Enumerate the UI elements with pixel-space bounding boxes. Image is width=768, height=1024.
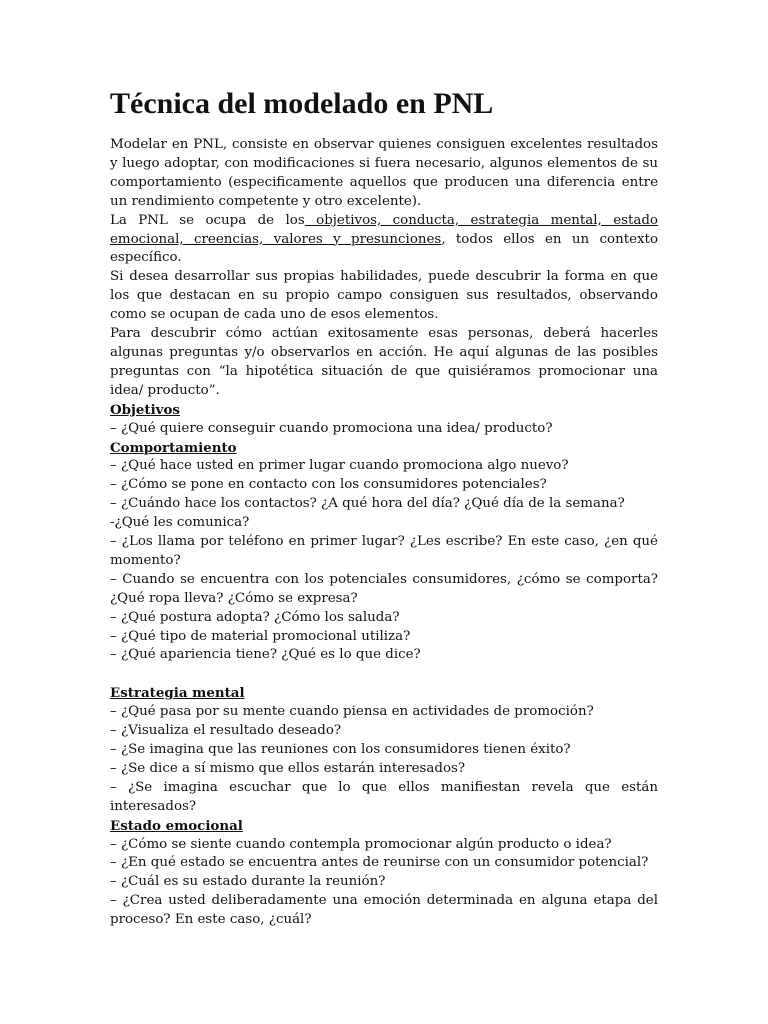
question-item: – ¿Cuál es su estado durante la reunión? bbox=[110, 874, 386, 890]
question-item: – ¿Qué apariencia tiene? ¿Qué es lo que dice? bbox=[110, 647, 421, 663]
question-item: -¿Qué les comunica? bbox=[110, 515, 250, 531]
question-item: – ¿Cómo se pone en contacto con los consumidores potenciales? bbox=[110, 477, 547, 493]
document-body bbox=[110, 136, 658, 930]
question-item: – ¿Qué hace usted en primer lugar cuando promociona algo nuevo? bbox=[110, 458, 569, 474]
question-item: – ¿Cuándo hace los contactos? ¿A qué hora del día? ¿Qué día de la semana? bbox=[110, 496, 625, 512]
blank-line bbox=[110, 665, 658, 684]
question-item: – ¿Qué pasa por su mente cuando piensa en actividades de promoción? bbox=[110, 704, 594, 720]
paragraph-pnl-scope bbox=[110, 212, 658, 269]
paragraph-pnl-scope-end: , todos ellos en un contexto específico. bbox=[110, 231, 659, 266]
question-item: – ¿Qué quiere conseguir cuando promociona una idea/ producto? bbox=[110, 420, 553, 436]
question-item: – ¿Visualiza el resultado deseado? bbox=[110, 723, 342, 739]
question-item: – ¿Qué tipo de material promocional utiliza? bbox=[110, 628, 411, 644]
section-heading-estado-emocional: Estado emocional bbox=[110, 817, 243, 834]
question-item: – Cuando se encuentra con los potenciales consumidores, ¿cómo se comporta? ¿Qué ropa lleva? ¿Cómo se expresa? bbox=[110, 571, 658, 606]
paragraph-intro: Modelar en PNL, consiste en observar quienes consiguen excelentes resultados y luego adoptar, con modificaciones si fuera necesario, algunos elementos de su comportamiento (especificamente aquellos que producen una diferencia entre un rendimiento competente y otro excelente). bbox=[110, 137, 658, 209]
paragraph-discover: Para descubrir cómo actúan exitosamente esas personas, deberá hacerles algunas preguntas y/o observarlos en acción. He aquí algunas de las posibles preguntas con “la hipotética situación de que quisiéramos promocionar una idea/ producto”. bbox=[110, 326, 658, 398]
section-heading-comportamiento: Comportamiento bbox=[110, 439, 237, 456]
section-heading-estrategia-mental: Estrategia mental bbox=[110, 685, 245, 702]
question-item: – ¿Se dice a sí mismo que ellos estarán interesados? bbox=[110, 760, 466, 776]
question-item: – ¿Cómo se siente cuando contempla promocionar algún producto o idea? bbox=[110, 836, 612, 852]
section-heading-objetivos: Objetivos bbox=[110, 401, 180, 418]
question-item: – ¿En qué estado se encuentra antes de reunirse con un consumidor potencial? bbox=[110, 855, 649, 871]
document-page bbox=[110, 86, 658, 930]
question-item: – ¿Los llama por teléfono en primer lugar? ¿Les escribe? En este caso, ¿en qué momento? bbox=[110, 534, 658, 568]
question-item: – ¿Crea usted deliberadamente una emoción determinada en alguna etapa del proceso? En este caso, ¿cuál? bbox=[110, 893, 658, 928]
paragraph-pnl-scope-underlined: objetivos, conducta, estrategia mental, estado emocional, creencias, valores y presunciones bbox=[110, 212, 658, 247]
paragraph-pnl-scope-start: La PNL se ocupa de los bbox=[110, 212, 305, 228]
question-item: – ¿Se imagina que las reuniones con los consumidores tienen éxito? bbox=[110, 741, 571, 757]
document-title: Técnica del modelado en PNL bbox=[110, 87, 494, 120]
question-item: – ¿Se imagina escuchar que lo que ellos manifiestan revela que están interesados? bbox=[110, 779, 658, 814]
paragraph-develop-skills: Si desea desarrollar sus propias habilidades, puede descubrir la forma en que los que destacan en su propio campo consiguen sus resultados, observando como se ocupan de cada uno de esos elementos. bbox=[110, 269, 658, 323]
question-item: – ¿Qué postura adopta? ¿Cómo los saluda? bbox=[110, 609, 400, 625]
